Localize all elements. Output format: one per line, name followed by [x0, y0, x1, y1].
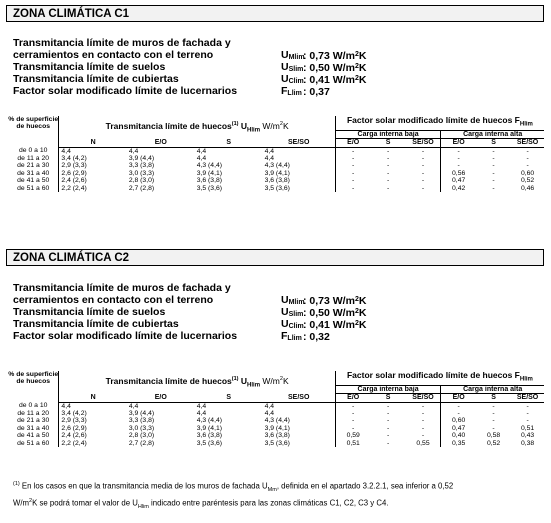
orientation-header: SE/SO — [511, 394, 544, 402]
table-cell: 0,47 — [441, 177, 476, 184]
table-row — [8, 402, 544, 410]
table-cell: 3,3 (3,8) — [128, 417, 155, 425]
table-row — [8, 185, 544, 192]
zone-c2-limits — [13, 282, 393, 342]
limit-row — [13, 318, 393, 330]
table-cell: - — [386, 169, 390, 177]
orientation-header: S — [371, 394, 406, 402]
table-cell: - — [526, 154, 529, 162]
table-cell: - — [335, 162, 370, 169]
table-cell: 3,4 (4,2) — [59, 155, 127, 162]
limit-label: cerramientos en contacto con el terreno — [13, 49, 214, 61]
table-cell: - — [441, 155, 476, 162]
table-cell: 0,51 — [335, 440, 370, 447]
zone-c1-title: ZONA CLIMÁTICA C1 — [6, 5, 544, 22]
table-cell: - — [492, 409, 495, 417]
pct-header: % de superficie de huecos — [8, 371, 59, 385]
table-cell: - — [492, 424, 495, 432]
orientation-header: E/O — [127, 394, 195, 402]
orientation-header: N — [59, 139, 127, 147]
orientation-header: SE/SO — [406, 394, 441, 402]
table-cell: - — [386, 432, 390, 440]
transmitancia-header: Transmitancia límite de huecos$^{(1)}$ $U_{Hlim}$ $W/m^2K$ — [59, 116, 335, 139]
table-row — [8, 417, 544, 424]
table-row — [8, 410, 544, 417]
table-cell: 2,2 (2,4) — [59, 185, 127, 192]
table-cell: 0,46 — [520, 184, 535, 192]
table-cell: - — [492, 154, 495, 162]
table-cell: 3,9 (4,4) — [128, 154, 155, 162]
table-cell: 4,4 — [196, 147, 207, 155]
orientation-header: SE/SO — [511, 139, 544, 147]
limit-value: : 0,41 $W/m^2K$ — [303, 74, 367, 86]
table-cell: 3,5 (3,6) — [196, 184, 223, 192]
table-cell: - — [421, 417, 425, 425]
orientation-header: S — [476, 394, 511, 402]
orientation-row — [8, 139, 544, 147]
table-cell: 3,5 (3,6) — [264, 439, 290, 447]
table-cell: 4,4 — [128, 147, 139, 155]
table-cell: - — [421, 402, 425, 410]
table-cell: de 41 a 50 — [17, 177, 50, 185]
table-cell: 4,3 (4,4) — [196, 417, 223, 425]
table-cell: 4,4 — [264, 147, 275, 155]
table-cell: - — [492, 184, 495, 192]
table-cell: - — [526, 147, 529, 155]
limit-label: Transmitancia límite de suelos — [13, 306, 166, 318]
table-cell: 0,42 — [441, 185, 476, 192]
table-cell: de 0 a 10 — [19, 147, 48, 155]
orientation-header: SE/SO — [406, 139, 441, 147]
limit-value: : 0,41 $W/m^2K$ — [303, 319, 367, 331]
zone-c2-title: ZONA CLIMÁTICA C2 — [6, 249, 544, 266]
limit-label: cerramientos en contacto con el terreno — [13, 294, 214, 306]
table-cell: - — [335, 417, 370, 424]
table-cell: de 0 a 10 — [19, 402, 48, 410]
carga-alta-header: Carga interna alta — [441, 130, 544, 138]
limit-symbol: $U_{Slim}$ — [281, 306, 304, 318]
table-cell: 2,8 (3,0) — [128, 177, 155, 185]
table-cell: - — [386, 439, 390, 447]
table-row — [8, 440, 544, 447]
orientation-header: N — [59, 394, 127, 402]
limit-value: : 0,73 $W/m^2K$ — [303, 50, 367, 62]
table-cell: - — [335, 402, 370, 410]
table-cell: - — [386, 184, 390, 192]
table-cell: 4,4 — [196, 409, 207, 417]
table-cell: 4,3 (4,4) — [196, 162, 223, 170]
table-cell: 0,52 — [486, 439, 501, 447]
table-cell: 4,3 (4,4) — [264, 417, 290, 425]
table-cell: 2,9 (3,3) — [59, 162, 127, 169]
table-cell: - — [421, 147, 425, 155]
table-cell: 2,4 (2,6) — [59, 177, 127, 184]
table-cell: 3,4 (4,2) — [59, 410, 127, 417]
table-row — [8, 170, 544, 177]
table-cell: 2,4 (2,6) — [59, 432, 127, 439]
table-cell: - — [526, 162, 529, 170]
table-cell: - — [386, 424, 390, 432]
table-cell: - — [492, 177, 495, 185]
table-cell: - — [386, 154, 390, 162]
orientation-header: E/O — [335, 139, 370, 147]
limit-label: Transmitancia límite de cubiertas — [13, 318, 179, 330]
table-cell: 3,5 (3,6) — [264, 184, 290, 192]
table-cell: de 11 a 20 — [17, 409, 50, 417]
table-cell: 0,35 — [441, 440, 476, 447]
table-cell: - — [492, 417, 495, 425]
orientation-header: S — [476, 139, 511, 147]
footnote: $^{(1)}$ En los casos en que la transmitancia media de los muros de fachada $U_{Mm}$, definida en el apartado 3.2.2.1, sea inferior a 0,52 $W/m^2K$ se podrá tomar el valor de $U_{Hlim}$ indicado entre paréntesis para las zonas climáticas C1, C2, C3 y C4. — [13, 481, 454, 511]
table-cell: 0,38 — [520, 439, 535, 447]
table-cell: 3,0 (3,3) — [128, 424, 155, 432]
table-cell: 2,9 (3,3) — [59, 417, 127, 424]
table-cell: 0,59 — [335, 432, 370, 439]
limit-symbol: $U_{Slim}$ — [281, 61, 304, 73]
table-cell: 0,47 — [441, 425, 476, 432]
table-cell: 0,55 — [416, 439, 430, 447]
table-cell: 2,8 (3,0) — [128, 432, 155, 440]
table-cell: 3,9 (4,1) — [196, 169, 223, 177]
transmitancia-header: Transmitancia límite de huecos$^{(1)}$ $U_{Hlim}$ $W/m^2K$ — [59, 371, 335, 394]
table-cell: 0,56 — [441, 170, 476, 177]
factor-solar-header: Factor solar modificado límite de huecos $F_{Hlim}$ — [335, 116, 544, 130]
table-cell: 0,60 — [441, 417, 476, 424]
table-cell: de 51 a 60 — [17, 184, 50, 192]
carga-alta-header: Carga interna alta — [441, 385, 544, 393]
orientation-header: S — [195, 139, 263, 147]
orientation-header: E/O — [335, 394, 370, 402]
table-cell: 4,4 — [264, 154, 275, 162]
table-cell: - — [421, 169, 425, 177]
table-cell: - — [441, 147, 476, 155]
limit-value: : 0,73 $W/m^2K$ — [303, 295, 367, 307]
table-cell: de 11 a 20 — [17, 154, 50, 162]
table-cell: 2,6 (2,9) — [59, 425, 127, 432]
table-cell: - — [526, 417, 529, 425]
table-cell: - — [441, 162, 476, 169]
table-cell: - — [441, 402, 476, 410]
limit-symbol: $U_{Clim}$ — [281, 73, 304, 85]
table-cell: - — [335, 147, 370, 155]
limit-label: Transmitancia límite de muros de fachada y — [13, 282, 231, 294]
table-cell: - — [335, 185, 370, 192]
table-cell: 3,6 (3,8) — [264, 432, 290, 440]
carga-baja-header: Carga interna baja — [335, 130, 440, 138]
limit-row — [13, 294, 393, 306]
table-cell: 4,4 — [196, 154, 207, 162]
zone-c1-table — [8, 116, 544, 192]
carga-baja-header: Carga interna baja — [335, 385, 440, 393]
table-cell: 0,43 — [520, 432, 535, 440]
limit-row — [13, 85, 393, 97]
table-cell: - — [421, 432, 425, 440]
table-cell: - — [386, 147, 390, 155]
limit-row — [13, 37, 393, 49]
header-row — [8, 371, 544, 385]
table-cell: de 51 a 60 — [17, 439, 50, 447]
table-cell: 4,4 — [264, 402, 275, 410]
table-cell: - — [386, 402, 390, 410]
table-row — [8, 432, 544, 439]
table-cell: 2,7 (2,8) — [128, 439, 155, 447]
table-cell: 2,2 (2,4) — [59, 440, 127, 447]
table-cell: de 21 a 30 — [17, 417, 50, 425]
orientation-header: E/O — [441, 139, 476, 147]
limit-symbol: $F_{Llim}$ — [281, 330, 302, 342]
limit-row — [13, 306, 393, 318]
limit-label: Factor solar modificado límite de lucernarios — [13, 85, 238, 97]
orientation-header: SE/SO — [263, 139, 336, 147]
table-cell: 3,5 (3,6) — [196, 439, 223, 447]
orientation-header: E/O — [127, 139, 195, 147]
table-cell: 0,52 — [520, 177, 535, 185]
limit-row — [13, 73, 393, 85]
table-cell: 4,3 (4,4) — [264, 162, 290, 170]
limit-symbol: $U_{Mlim}$ — [281, 294, 305, 306]
table-row — [8, 147, 544, 155]
table-cell: - — [421, 154, 425, 162]
table-cell: - — [421, 409, 425, 417]
table-cell: 3,6 (3,8) — [196, 177, 223, 185]
table-cell: - — [335, 410, 370, 417]
table-cell: 4,4 — [59, 147, 127, 155]
table-cell: 3,9 (4,1) — [264, 169, 290, 177]
limit-value: : 0,50 $W/m^2K$ — [303, 62, 367, 74]
table-cell: - — [335, 177, 370, 184]
limit-row — [13, 49, 393, 61]
table-cell: 3,6 (3,8) — [196, 432, 223, 440]
table-cell: de 41 a 50 — [17, 432, 50, 440]
limit-label: Factor solar modificado límite de lucernarios — [13, 330, 238, 342]
table-cell: 4,4 — [59, 402, 127, 410]
limit-value: : 0,50 $W/m^2K$ — [303, 307, 367, 319]
table-cell: de 31 a 40 — [17, 424, 50, 432]
table-cell: - — [441, 410, 476, 417]
table-row — [8, 425, 544, 432]
table-cell: - — [526, 409, 529, 417]
table-cell: - — [335, 170, 370, 177]
limit-value: : 0,37 — [303, 86, 330, 98]
table-cell: 2,6 (2,9) — [59, 170, 127, 177]
table-row — [8, 155, 544, 162]
table-cell: - — [335, 425, 370, 432]
table-cell: - — [492, 402, 495, 410]
zone-c2-table — [8, 371, 544, 447]
header-row — [8, 116, 544, 130]
limit-symbol: $U_{Mlim}$ — [281, 49, 305, 61]
table-cell: - — [421, 424, 425, 432]
table-cell: 3,9 (4,1) — [196, 424, 223, 432]
orientation-header: SE/SO — [263, 394, 336, 402]
table-cell: 3,9 (4,4) — [128, 409, 155, 417]
limit-value: : 0,32 — [303, 331, 330, 343]
limit-row — [13, 330, 393, 342]
orientation-header: E/O — [441, 394, 476, 402]
table-cell: 3,6 (3,8) — [264, 177, 290, 185]
table-cell: 3,9 (4,1) — [264, 424, 290, 432]
table-cell: - — [492, 169, 495, 177]
table-cell: 2,7 (2,8) — [128, 184, 155, 192]
factor-solar-header: Factor solar modificado límite de huecos $F_{Hlim}$ — [335, 371, 544, 385]
table-cell: 4,4 — [128, 402, 139, 410]
table-cell: - — [386, 162, 390, 170]
table-cell: - — [386, 417, 390, 425]
table-cell: - — [421, 162, 425, 170]
limit-row — [13, 282, 393, 294]
orientation-header: S — [195, 394, 263, 402]
limit-symbol: $F_{Llim}$ — [281, 85, 302, 97]
limit-row — [13, 61, 393, 73]
pct-header: % de superficie de huecos — [8, 116, 59, 130]
table-cell: 3,0 (3,3) — [128, 169, 155, 177]
table-cell: - — [526, 402, 529, 410]
table-cell: 0,40 — [441, 432, 476, 439]
table-cell: - — [492, 162, 495, 170]
table-cell: 3,3 (3,8) — [128, 162, 155, 170]
orientation-row — [8, 394, 544, 402]
table-cell: 4,4 — [196, 402, 207, 410]
table-cell: - — [421, 177, 425, 185]
table-cell: - — [492, 147, 495, 155]
table-cell: de 21 a 30 — [17, 162, 50, 170]
table-row — [8, 177, 544, 184]
table-cell: - — [386, 177, 390, 185]
orientation-header: S — [371, 139, 406, 147]
limit-symbol: $U_{Clim}$ — [281, 318, 304, 330]
table-cell: 0,51 — [520, 424, 535, 432]
limit-label: Transmitancia límite de muros de fachada y — [13, 37, 231, 49]
table-cell: 0,60 — [520, 169, 535, 177]
table-cell: - — [335, 155, 370, 162]
table-row — [8, 162, 544, 169]
zone-c1-limits — [13, 37, 393, 97]
table-cell: - — [421, 184, 425, 192]
table-cell: de 31 a 40 — [17, 169, 50, 177]
table-cell: 0,58 — [486, 432, 501, 440]
limit-label: Transmitancia límite de cubiertas — [13, 73, 179, 85]
limit-label: Transmitancia límite de suelos — [13, 61, 166, 73]
table-cell: 4,4 — [264, 409, 275, 417]
table-cell: - — [386, 409, 390, 417]
